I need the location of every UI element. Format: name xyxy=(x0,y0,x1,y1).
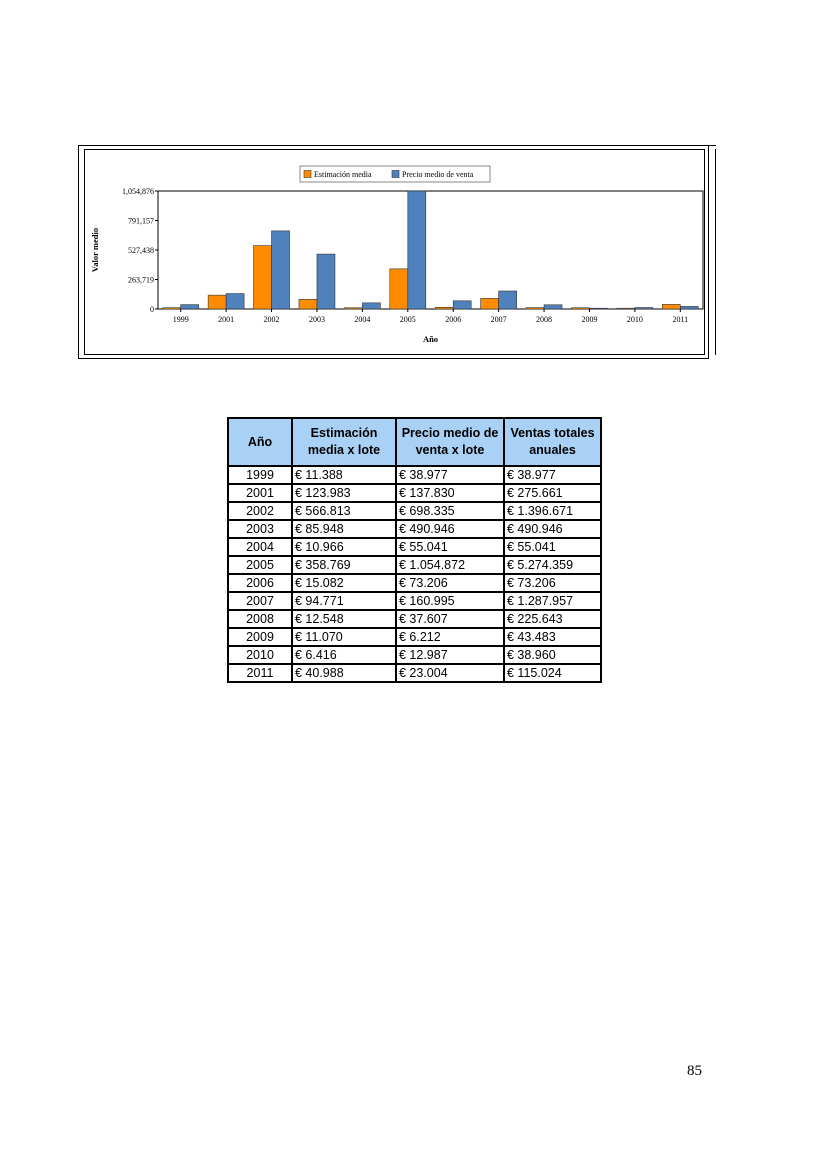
bar-estimate xyxy=(208,295,226,309)
cell-sale-price: € 160.995 xyxy=(396,592,504,610)
cell-year: 1999 xyxy=(228,466,292,484)
cell-estimate: € 10.966 xyxy=(292,538,396,556)
cell-year: 2009 xyxy=(228,628,292,646)
cell-total-sales: € 38.977 xyxy=(504,466,601,484)
x-axis-title: Año xyxy=(422,334,439,344)
cell-estimate: € 6.416 xyxy=(292,646,396,664)
cell-total-sales: € 225.643 xyxy=(504,610,601,628)
cell-total-sales: € 73.206 xyxy=(504,574,601,592)
bar-sale-price xyxy=(272,231,290,309)
header-sale-price: Precio medio de venta x lote xyxy=(396,418,504,466)
cell-estimate: € 15.082 xyxy=(292,574,396,592)
header-estimate: Estimación media x lote xyxy=(292,418,396,466)
bar-sale-price xyxy=(362,303,380,309)
table-header-row xyxy=(228,418,601,466)
x-tick-label: 2007 xyxy=(490,315,507,324)
cell-estimate: € 85.948 xyxy=(292,520,396,538)
cell-year: 2003 xyxy=(228,520,292,538)
bar-estimate xyxy=(254,246,272,309)
sales-table xyxy=(227,417,602,683)
bar-estimate xyxy=(571,308,589,309)
bar-sale-price xyxy=(181,305,199,309)
cell-sale-price: € 23.004 xyxy=(396,664,504,682)
table-row xyxy=(228,484,601,502)
cell-year: 2005 xyxy=(228,556,292,574)
table-row xyxy=(228,466,601,484)
cell-estimate: € 123.983 xyxy=(292,484,396,502)
cell-sale-price: € 12.987 xyxy=(396,646,504,664)
x-tick-label: 2001 xyxy=(218,315,235,324)
cell-year: 2004 xyxy=(228,538,292,556)
frame-line xyxy=(700,145,716,146)
header-total-sales: Ventas totales anuales xyxy=(504,418,601,466)
cell-year: 2011 xyxy=(228,664,292,682)
page-number: 85 xyxy=(687,1063,702,1079)
y-axis-title: Valor medio xyxy=(90,227,100,273)
x-tick-label: 2005 xyxy=(399,315,416,324)
cell-sale-price: € 6.212 xyxy=(396,628,504,646)
bar-estimate xyxy=(435,307,453,309)
cell-sale-price: € 73.206 xyxy=(396,574,504,592)
cell-year: 2010 xyxy=(228,646,292,664)
table-row xyxy=(228,538,601,556)
legend-label: Precio medio de venta xyxy=(402,170,474,179)
cell-year: 2007 xyxy=(228,592,292,610)
cell-sale-price: € 137.830 xyxy=(396,484,504,502)
x-tick-label: 2011 xyxy=(672,315,689,324)
x-tick-label: 2006 xyxy=(445,315,462,324)
cell-estimate: € 11.388 xyxy=(292,466,396,484)
bar-estimate xyxy=(662,304,680,309)
cell-year: 2006 xyxy=(228,574,292,592)
cell-year: 2001 xyxy=(228,484,292,502)
table-row xyxy=(228,664,601,682)
bar-estimate xyxy=(390,269,408,309)
bar-estimate xyxy=(299,299,317,309)
cell-estimate: € 566.813 xyxy=(292,502,396,520)
table-row xyxy=(228,520,601,538)
cell-total-sales: € 43.483 xyxy=(504,628,601,646)
bar-estimate xyxy=(163,308,181,309)
x-tick-label: 1999 xyxy=(172,315,189,324)
y-tick-label: 1,054,876 xyxy=(122,187,154,196)
bar-estimate xyxy=(481,298,499,309)
cell-total-sales: € 5.274.359 xyxy=(504,556,601,574)
x-tick-label: 2008 xyxy=(536,315,553,324)
frame-line xyxy=(715,149,716,355)
y-tick-label: 527,438 xyxy=(128,246,154,255)
bar-estimate xyxy=(344,308,362,309)
cell-sale-price: € 37.607 xyxy=(396,610,504,628)
table-row xyxy=(228,574,601,592)
cell-total-sales: € 1.396.671 xyxy=(504,502,601,520)
cell-estimate: € 12.548 xyxy=(292,610,396,628)
bar-sale-price xyxy=(317,254,335,309)
cell-total-sales: € 275.661 xyxy=(504,484,601,502)
cell-sale-price: € 55.041 xyxy=(396,538,504,556)
bar-sale-price xyxy=(635,308,653,309)
legend-label: Estimación media xyxy=(314,170,372,179)
bar-sale-price xyxy=(680,306,698,309)
cell-estimate: € 11.070 xyxy=(292,628,396,646)
x-tick-label: 2003 xyxy=(308,315,325,324)
y-tick-label: 263,719 xyxy=(128,275,154,285)
table-row xyxy=(228,628,601,646)
cell-sale-price: € 38.977 xyxy=(396,466,504,484)
bar-sale-price xyxy=(453,301,471,309)
x-tick-label: 2004 xyxy=(354,315,371,324)
table-row xyxy=(228,502,601,520)
bar-sale-price xyxy=(408,191,426,309)
cell-total-sales: € 55.041 xyxy=(504,538,601,556)
x-tick-label: 2010 xyxy=(626,315,643,324)
bar-sale-price xyxy=(499,291,517,309)
table-row xyxy=(228,646,601,664)
bar-sale-price xyxy=(544,305,562,309)
cell-total-sales: € 1.287.957 xyxy=(504,592,601,610)
x-tick-label: 2009 xyxy=(581,315,598,324)
table-row xyxy=(228,592,601,610)
bar-sale-price xyxy=(589,308,607,309)
cell-total-sales: € 115.024 xyxy=(504,664,601,682)
x-tick-label: 2002 xyxy=(263,315,280,324)
legend-swatch xyxy=(304,171,311,178)
cell-estimate: € 358.769 xyxy=(292,556,396,574)
cell-estimate: € 40.988 xyxy=(292,664,396,682)
y-tick-label: 0 xyxy=(150,305,154,314)
cell-estimate: € 94.771 xyxy=(292,592,396,610)
header-year: Año xyxy=(228,418,292,466)
table-body xyxy=(228,466,601,682)
cell-sale-price: € 490.946 xyxy=(396,520,504,538)
cell-sale-price: € 1.054.872 xyxy=(396,556,504,574)
cell-sale-price: € 698.335 xyxy=(396,502,504,520)
y-tick-label: 791,157 xyxy=(128,216,154,226)
plot-area xyxy=(158,191,703,309)
cell-year: 2002 xyxy=(228,502,292,520)
bar-estimate xyxy=(617,308,635,309)
bar-sale-price xyxy=(226,294,244,309)
cell-year: 2008 xyxy=(228,610,292,628)
legend-swatch xyxy=(392,171,399,178)
cell-total-sales: € 490.946 xyxy=(504,520,601,538)
table-row xyxy=(228,556,601,574)
cell-total-sales: € 38.960 xyxy=(504,646,601,664)
bar-estimate xyxy=(526,308,544,309)
bar-chart xyxy=(84,149,705,355)
table-row xyxy=(228,610,601,628)
